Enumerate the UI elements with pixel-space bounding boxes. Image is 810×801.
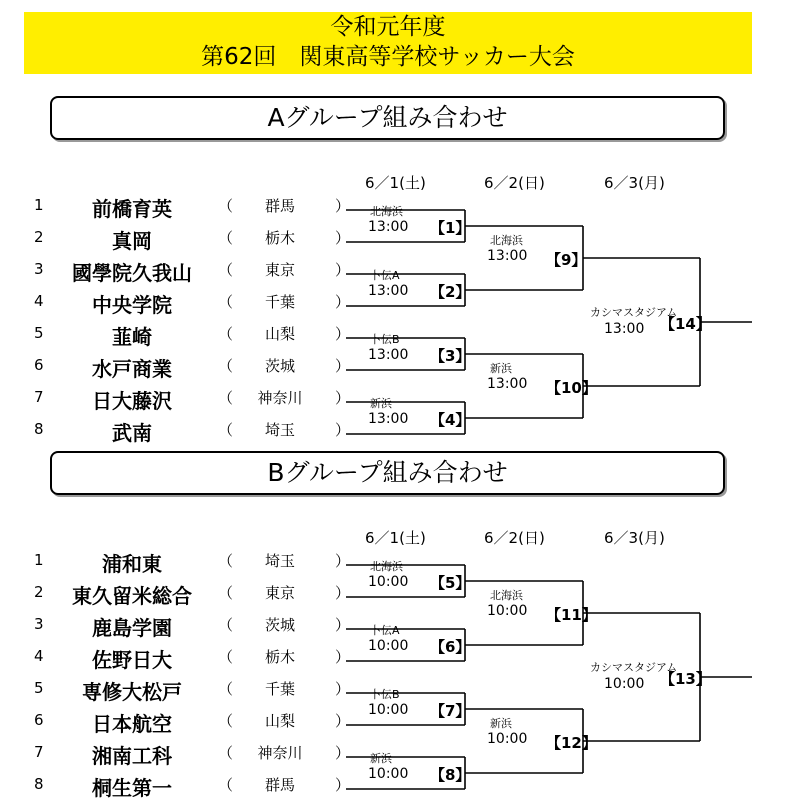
paren-open: （ [218,648,234,666]
prefecture-name: 神奈川 [257,389,303,407]
seed-number: 1 [34,551,44,569]
group-a-team-row [0,258,351,285]
paren-close: ） [335,616,351,634]
group-a-team-row [0,322,351,349]
group-b-team-row [0,581,351,608]
group-a-r1-time: 13:00 [368,411,409,427]
seed-number: 6 [34,711,44,729]
group-b-team-row [0,549,351,576]
group-b-r1-venue: 新浜 [370,752,392,765]
group-b-final-venue: カシマスタジアム [590,661,678,674]
group-b-team-row [0,645,351,672]
group-a-r2-match-number: 【10】 [546,379,597,397]
prefecture-name: 山梨 [264,325,295,343]
group-b-r2-time: 10:00 [487,731,528,747]
group-a-date-header-1: 6／1(土) [365,174,426,192]
group-a-title-box: Aグループ組み合わせ [50,96,725,140]
group-a-r2-venue: 北海浜 [490,234,523,247]
team-name: 専修大松戸 [82,680,182,704]
paren-open: （ [218,776,234,794]
team-name: 韮崎 [112,325,152,349]
group-a-r2-time: 13:00 [487,248,528,264]
prefecture-name: 山梨 [264,712,295,730]
group-b-r1-venue: 卜伝A [370,624,400,637]
group-b-r2-match-number: 【12】 [546,734,597,752]
prefecture-name: 群馬 [264,776,295,794]
group-a-date-header-2: 6／2(日) [484,174,545,192]
group-a-r1-match-number: 【2】 [430,283,471,301]
group-b-title-box: Bグループ組み合わせ [50,451,725,495]
seed-number: 6 [34,356,44,374]
group-b-team-row [0,709,351,736]
prefecture-name: 栃木 [264,229,295,247]
paren-open: （ [218,261,234,279]
seed-number: 5 [34,324,44,342]
paren-close: ） [335,197,351,215]
team-name: 東久留米総合 [72,584,192,608]
group-b-r2-venue: 新浜 [490,717,512,730]
group-b-team-row [0,613,351,640]
seed-number: 7 [34,743,44,761]
prefecture-name: 茨城 [264,616,295,634]
team-name: 武南 [112,421,152,445]
paren-close: ） [335,680,351,698]
group-b-r2-time: 10:00 [487,603,528,619]
seed-number: 2 [34,583,44,601]
group-b-date-header-3: 6／3(月) [604,529,665,547]
group-b-r1-time: 10:00 [368,574,409,590]
prefecture-name: 埼玉 [264,421,295,439]
group-b-r1-match-number: 【6】 [430,638,471,656]
paren-close: ） [335,421,351,439]
paren-close: ） [335,744,351,762]
group-b-r1-time: 10:00 [368,702,409,718]
group-a-r1-venue: 北海浜 [370,205,403,218]
group-b-r1-time: 10:00 [368,766,409,782]
prefecture-name: 千葉 [264,293,295,311]
team-name: 浦和東 [102,552,162,576]
group-a-r1-venue: 新浜 [370,397,392,410]
group-b-final-match-number: 【13】 [660,670,711,688]
paren-close: ） [335,229,351,247]
group-a-final-time: 13:00 [604,321,645,337]
group-a-r2-match-number: 【9】 [546,251,587,269]
paren-open: （ [218,293,234,311]
seed-number: 4 [34,292,44,310]
group-a-r1-match-number: 【4】 [430,411,471,429]
paren-close: ） [335,293,351,311]
group-a-r1-match-number: 【1】 [430,219,471,237]
group-a-team-row [0,418,351,445]
group-b-team-row [0,677,351,704]
prefecture-name: 神奈川 [257,744,303,762]
seed-number: 4 [34,647,44,665]
paren-open: （ [218,197,234,215]
team-name: 桐生第一 [92,776,172,800]
group-b-final-time: 10:00 [604,676,645,692]
paren-close: ） [335,648,351,666]
tournament-title-banner [24,12,752,74]
team-name: 日本航空 [92,712,172,736]
title-line-2: 第62回 関東高等学校サッカー大会 [201,44,575,70]
group-a-team-row [0,290,351,317]
team-name: 日大藤沢 [92,389,172,413]
title-line-1: 令和元年度 [330,14,446,40]
paren-open: （ [218,229,234,247]
paren-close: ） [335,552,351,570]
paren-close: ） [335,776,351,794]
group-b-r2-match-number: 【11】 [546,606,597,624]
group-a-team-row [0,226,351,253]
group-a-r2-venue: 新浜 [490,362,512,375]
prefecture-name: 栃木 [264,648,295,666]
paren-open: （ [218,325,234,343]
paren-close: ） [335,325,351,343]
prefecture-name: 群馬 [264,197,295,215]
group-a-r1-match-number: 【3】 [430,347,471,365]
prefecture-name: 東京 [264,584,295,602]
group-b-r1-time: 10:00 [368,638,409,654]
seed-number: 3 [34,260,44,278]
seed-number: 8 [34,775,44,793]
team-name: 國學院久我山 [72,261,192,285]
group-a-final-venue: カシマスタジアム [590,306,678,319]
group-b-date-header-1: 6／1(土) [365,529,426,547]
team-name: 佐野日大 [92,648,172,672]
group-a-r1-venue: 卜伝A [370,269,400,282]
group-b-r1-venue: 卜伝B [370,688,400,701]
paren-open: （ [218,357,234,375]
prefecture-name: 埼玉 [264,552,295,570]
group-b-team-row [0,741,351,768]
paren-close: ） [335,261,351,279]
paren-close: ） [335,712,351,730]
prefecture-name: 東京 [264,261,295,279]
group-b-r1-venue: 北海浜 [370,560,403,573]
prefecture-name: 茨城 [264,357,295,375]
paren-open: （ [218,680,234,698]
group-b-r1-match-number: 【5】 [430,574,471,592]
group-b-r1-match-number: 【8】 [430,766,471,784]
team-name: 鹿島学園 [92,616,172,640]
group-a-r1-time: 13:00 [368,283,409,299]
team-name: 水戸商業 [92,357,172,381]
paren-open: （ [218,712,234,730]
group-a-r1-time: 13:00 [368,347,409,363]
group-a-final-match-number: 【14】 [660,315,711,333]
paren-open: （ [218,552,234,570]
group-a-r2-time: 13:00 [487,376,528,392]
team-name: 中央学院 [92,293,172,317]
paren-open: （ [218,744,234,762]
paren-open: （ [218,421,234,439]
paren-open: （ [218,584,234,602]
paren-close: ） [335,389,351,407]
group-a-team-row [0,386,351,413]
group-b-date-header-2: 6／2(日) [484,529,545,547]
paren-open: （ [218,616,234,634]
paren-close: ） [335,584,351,602]
group-a-r1-venue: 卜伝B [370,333,400,346]
group-b-r2-venue: 北海浜 [490,589,523,602]
team-name: 真岡 [112,229,152,253]
seed-number: 3 [34,615,44,633]
seed-number: 2 [34,228,44,246]
paren-open: （ [218,389,234,407]
team-name: 湘南工科 [92,744,172,768]
paren-close: ） [335,357,351,375]
seed-number: 1 [34,196,44,214]
seed-number: 5 [34,679,44,697]
group-a-team-row [0,354,351,381]
group-b-team-row [0,773,351,800]
seed-number: 8 [34,420,44,438]
team-name: 前橋育英 [92,197,172,221]
group-a-r1-time: 13:00 [368,219,409,235]
group-b-r1-match-number: 【7】 [430,702,471,720]
seed-number: 7 [34,388,44,406]
prefecture-name: 千葉 [264,680,295,698]
group-a-date-header-3: 6／3(月) [604,174,665,192]
group-a-team-row [0,194,351,221]
